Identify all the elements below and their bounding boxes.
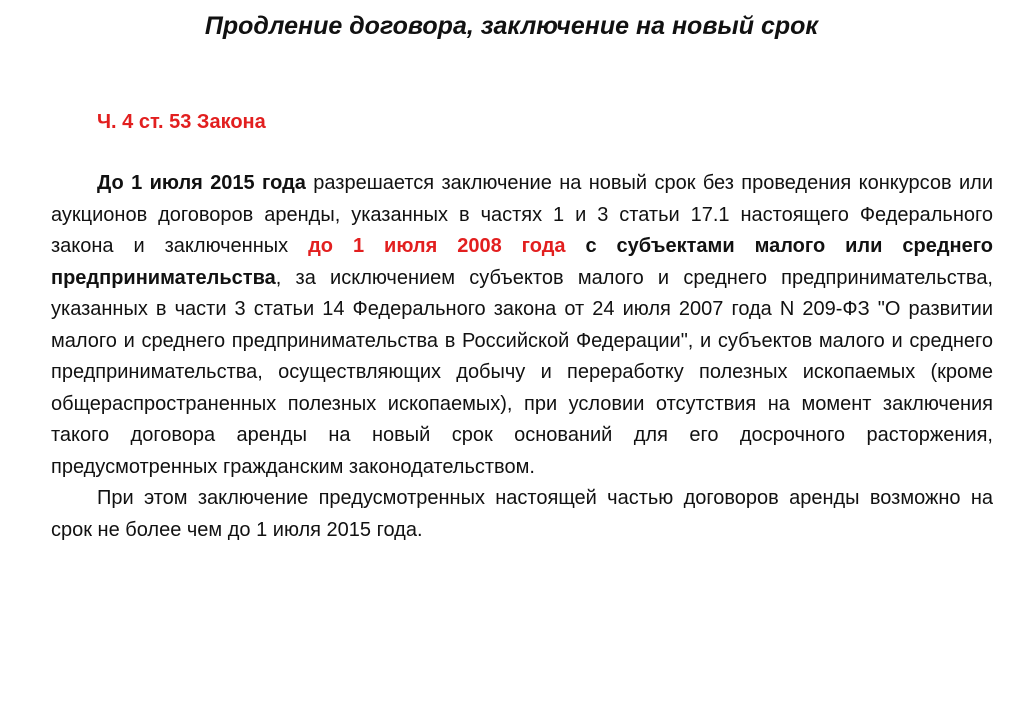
document-body (51, 168, 993, 546)
page-title: Продление договора, заключение на новый срок (204, 12, 819, 40)
deadline-bold: До 1 июля 2015 года (97, 172, 306, 194)
law-reference: Ч. 4 ст. 53 Закона (97, 111, 266, 133)
subjects-bold: с субъектами малого или среднего предпринимательства (51, 235, 994, 289)
paragraph-main (51, 168, 993, 483)
date-highlight-red: до 1 июля 2008 года (308, 235, 566, 257)
paragraph-main-text-b: , за исключением субъектов малого и среднего предпринимательства, указанных в части 3 статьи 14 Федерального закона от 24 июля 2007 года N 209-ФЗ "О развитии малого и среднего предпринимательства в Российской Федерации", и субъектов малого и среднего предпринимательства, осуществляющих добычу и переработку полезных ископаемых (кроме общераспространенных полезных ископаемых), при условии отсутствия на момент заключения такого договора аренды на новый срок оснований для его досрочного расторжения, предусмотренных гражданским законодательством. (51, 266, 993, 478)
paragraph-main-text-a: разрешается заключение на новый срок без проведения конкурсов или аукционов договоров аренды, указанных в частях 1 и 3 статьи 17.1 настоящего Федерального закона и заключенных (51, 172, 994, 257)
paragraph-secondary: При этом заключение предусмотренных настоящей частью договоров аренды возможно на срок не более чем до 1 июля 2015 года. (51, 487, 993, 541)
